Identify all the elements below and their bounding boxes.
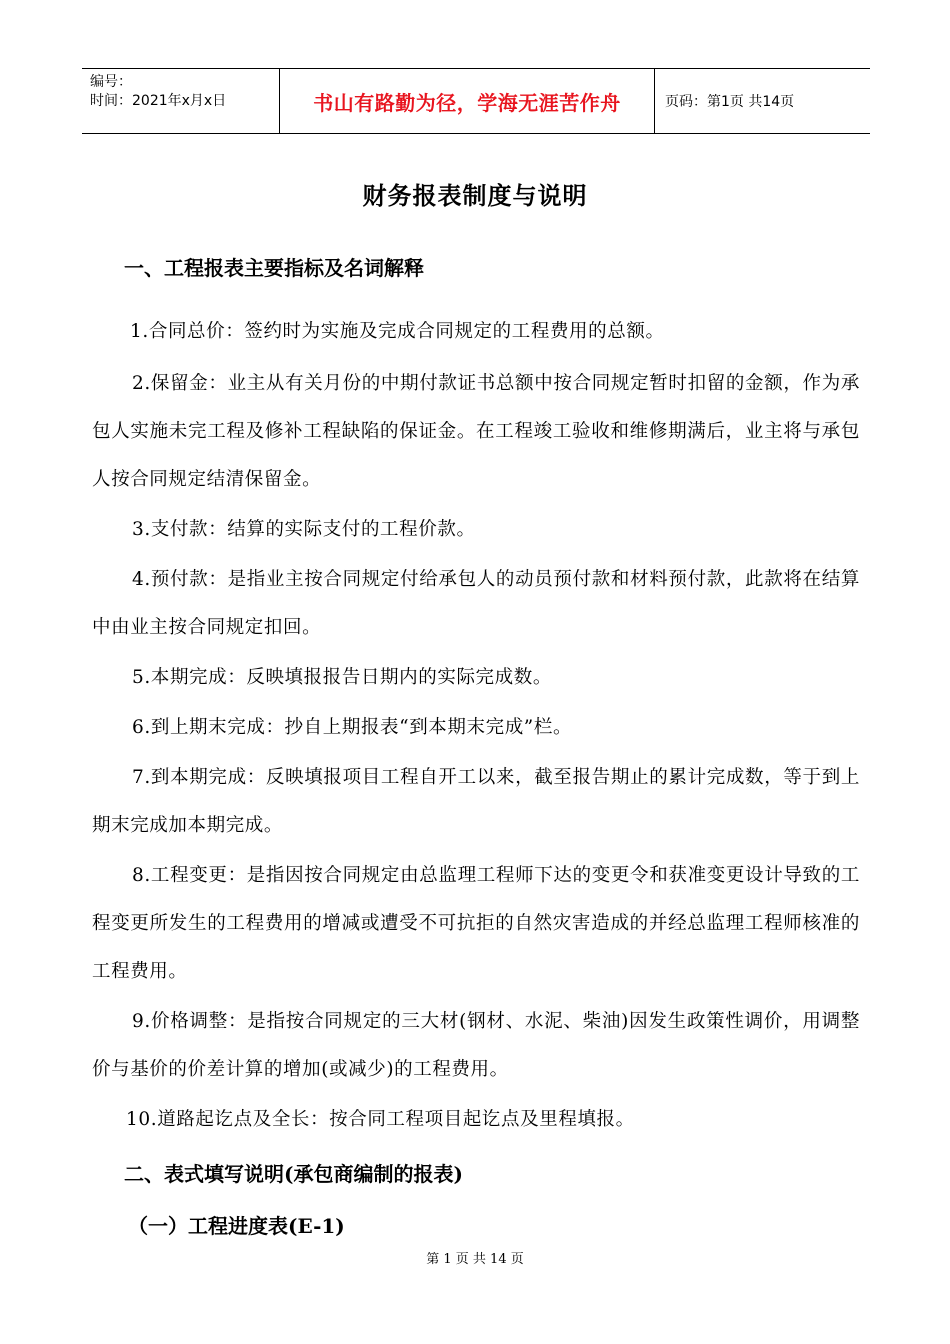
section-heading: 一、工程报表主要指标及名词解释 [124,256,424,280]
document-header [82,68,870,134]
document-time-label: 时间：2021年x月x日 [90,93,227,109]
definition-item: 9.价格调整：是指按合同规定的三大材(钢材、水泥、柴油)因发生政策性调价，用调整价与基价的价差计算的增加(或减少)的工程费用。 [92,1011,860,1080]
definition-item: 6.到上期末完成：抄自上期报表“到本期末完成”栏。 [132,717,573,738]
subsection-heading: （一）工程进度表(E-1) [128,1214,345,1238]
document-body [92,252,860,1236]
section-heading: 二、表式填写说明(承包商编制的报表) [124,1162,463,1186]
definition-item: 7.到本期完成：反映填报项目工程自开工以来，截至报告期止的累计完成数，等于到上期末完成加本期完成。 [92,767,860,836]
definition-item: 5.本期完成：反映填报报告日期内的实际完成数。 [132,667,552,688]
document-number-label: 编号： [90,74,132,90]
document-title: 财务报表制度与说明 [362,181,588,210]
page-footer: 第 1 页 共 14 页 [426,1252,524,1267]
header-meta-cell [82,69,280,133]
header-motto: 书山有路勤为径，学海无涯苦作舟 [280,69,655,133]
definition-item: 4.预付款：是指业主按合同规定付给承包人的动员预付款和材料预付款，此款将在结算中由业主按合同规定扣回。 [92,569,860,638]
header-page-info: 页码：第1页 共14页 [665,94,795,110]
definition-item: 3.支付款：结算的实际支付的工程价款。 [132,519,476,540]
definition-item: 10.道路起讫点及全长：按合同工程项目起讫点及里程填报。 [126,1109,635,1130]
definition-item: 1.合同总价：签约时为实施及完成合同规定的工程费用的总额。 [130,321,665,342]
definition-item: 2.保留金：业主从有关月份的中期付款证书总额中按合同规定暂时扣留的金额，作为承包人实施未完工程及修补工程缺陷的保证金。在工程竣工验收和维修期满后，业主将与承包人按合同规定结清保留金。 [92,373,860,490]
definition-item: 8.工程变更：是指因按合同规定由总监理工程师下达的变更令和获准变更设计导致的工程变更所发生的工程费用的增减或遭受不可抗拒的自然灾害造成的并经总监理工程师核准的工程费用。 [92,865,860,982]
